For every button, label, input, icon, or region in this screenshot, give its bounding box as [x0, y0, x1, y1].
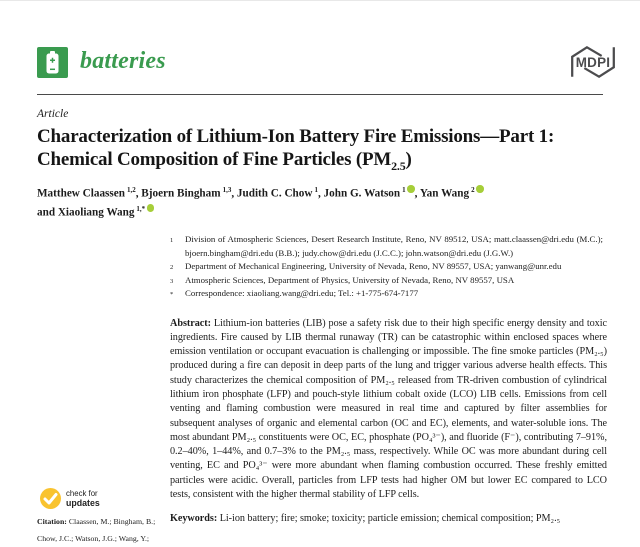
affiliations	[170, 233, 603, 300]
author-separator: ,	[317, 187, 324, 200]
affiliation-text: Correspondence: xiaoliang.wang@dri.edu; Tel.: +1-775-674-7177	[185, 288, 419, 299]
orcid-icon[interactable]	[147, 204, 155, 212]
badge-text	[66, 489, 100, 508]
author-separator: ,	[231, 187, 237, 200]
mdpi-wordmark: MDPI	[575, 55, 611, 71]
check-for-updates-badge[interactable]	[40, 488, 100, 509]
title-subscript: 2.5	[391, 158, 406, 173]
journal-name: batteries	[80, 47, 166, 74]
affiliation-marker: 2	[170, 264, 174, 272]
badge-line-2: updates	[66, 498, 100, 508]
affiliation-marker: 1	[170, 237, 174, 245]
header-rule	[37, 94, 603, 95]
journal-logo-link[interactable]	[37, 47, 166, 78]
affiliation-row	[170, 233, 603, 260]
battery-logo-icon	[37, 47, 68, 78]
citation-label: Citation:	[37, 517, 67, 526]
affiliation-text: Atmospheric Sciences, Department of Physics, University of Nevada, Reno, NV 89557, USA	[185, 274, 515, 285]
orcid-icon[interactable]	[407, 185, 415, 193]
author-separator: ,	[135, 187, 142, 200]
author-name: John G. Watson	[323, 187, 401, 200]
author-affiliation-sup: 1,*	[136, 205, 146, 214]
author-affiliation-sup: 1	[402, 186, 406, 194]
title-line-2: Chemical Composition of Fine Particles $(PM_{2.5})$	[37, 149, 412, 173]
checkmark-icon	[40, 488, 61, 509]
title-line-1: Characterization of Lithium-Ion Battery Fire Emissions—Part 1:	[37, 126, 555, 147]
affiliation-marker: *	[170, 291, 174, 299]
affiliation-text: Division of Atmospheric Sciences, Desert Research Institute, Reno, NV 89512, USA; matt.claassen@dri.edu (M.C.); bjoern.bingham@dri.edu (B.B.); judy.chow@dri.edu (J.C.C.); john.watson@dri.edu (J.G.W.)	[185, 234, 603, 258]
author-name: Xiaoliang Wang	[57, 206, 135, 219]
author-name: Bjoern Bingham	[141, 187, 221, 200]
orcid-icon[interactable]	[476, 185, 484, 193]
mdpi-logo[interactable]	[567, 41, 619, 83]
paper-title	[37, 125, 603, 171]
abstract	[170, 317, 607, 503]
author-separator: ,	[414, 187, 420, 200]
affiliation-text: Department of Mechanical Engineering, University of Nevada, Reno, NV 89557, USA; yanwang@unr.edu	[185, 261, 562, 272]
author-affiliation-sup: 1,2	[126, 186, 136, 194]
author-name: Matthew Claassen	[37, 187, 125, 200]
masthead	[37, 42, 611, 82]
affiliation-row	[170, 274, 603, 287]
keywords	[170, 512, 607, 526]
citation-text: Claassen, M.; Bingham, B.; Chow, J.C.; Watson, J.G.; Wang, Y.;	[37, 517, 156, 543]
author-name: Yan Wang	[419, 187, 470, 200]
main-column	[170, 233, 607, 526]
author-affiliation-sup: 1,3	[222, 186, 232, 194]
abstract-label: Abstract:	[170, 317, 211, 329]
author-affiliation-sup: 1	[314, 186, 318, 194]
author-list	[37, 183, 603, 221]
keywords-label: Keywords:	[170, 513, 218, 525]
affiliation-marker: 3	[170, 277, 174, 285]
and-word: and	[37, 206, 58, 219]
affiliation-row	[170, 260, 603, 273]
citation	[37, 514, 163, 547]
affiliation-row	[170, 287, 603, 300]
author-name: Judith C. Chow	[236, 187, 313, 200]
author-line-1	[37, 183, 603, 202]
article-type-label: Article	[37, 108, 69, 120]
badge-line-1: check for	[66, 489, 98, 498]
author-line-2	[37, 202, 603, 221]
abstract-text: Lithium-ion batteries (LIB) pose a safety risk due to their high specific energy density and toxic ingredients. Fire caused by LIB thermal runaway (TR) can be catastrophic within enclosed spaces where emission ventilation or occupant evacuation is challenging or impossible. The fine smoke particles (PM₂.₅) produced during a fire can deposit in deep parts of the lung and trigger various adverse health effects. This study characterizes the chemical composition of PM₂.₅ released from TR-driven combustion of cylindrical lithium iron phosphate (LFP) and pouch-style lithium cobalt oxide (LCO) LIB cells. Emissions from cell venting and flaming combustion were measured in real time and captured by filter assemblies for subsequent analyses of organic and elemental carbon (OC and EC), elements, and water-soluble ions. The most abundant PM₂.₅ constituents were OC, EC, phosphate (PO₄³⁻), and fluoride (F⁻), contributing 7–91%, 0.2–40%, 1–44%, and 0.7–3% to the PM₂.₅ mass, respectively. While OC was more abundant during cell venting, EC and PO₄³⁻ were more abundant when flaming combustion occurred. These freshly emitted particles were acidic. Overall, particles from LFP tests had higher OM but lower EC compared to LCO tests, consistent with the higher thermal stability of LFP cells.	[170, 317, 607, 501]
keywords-text: Li-ion battery; fire; smoke; toxicity; particle emission; chemical composition; PM₂.₅	[219, 513, 561, 525]
author-affiliation-sup: 2	[471, 186, 475, 194]
